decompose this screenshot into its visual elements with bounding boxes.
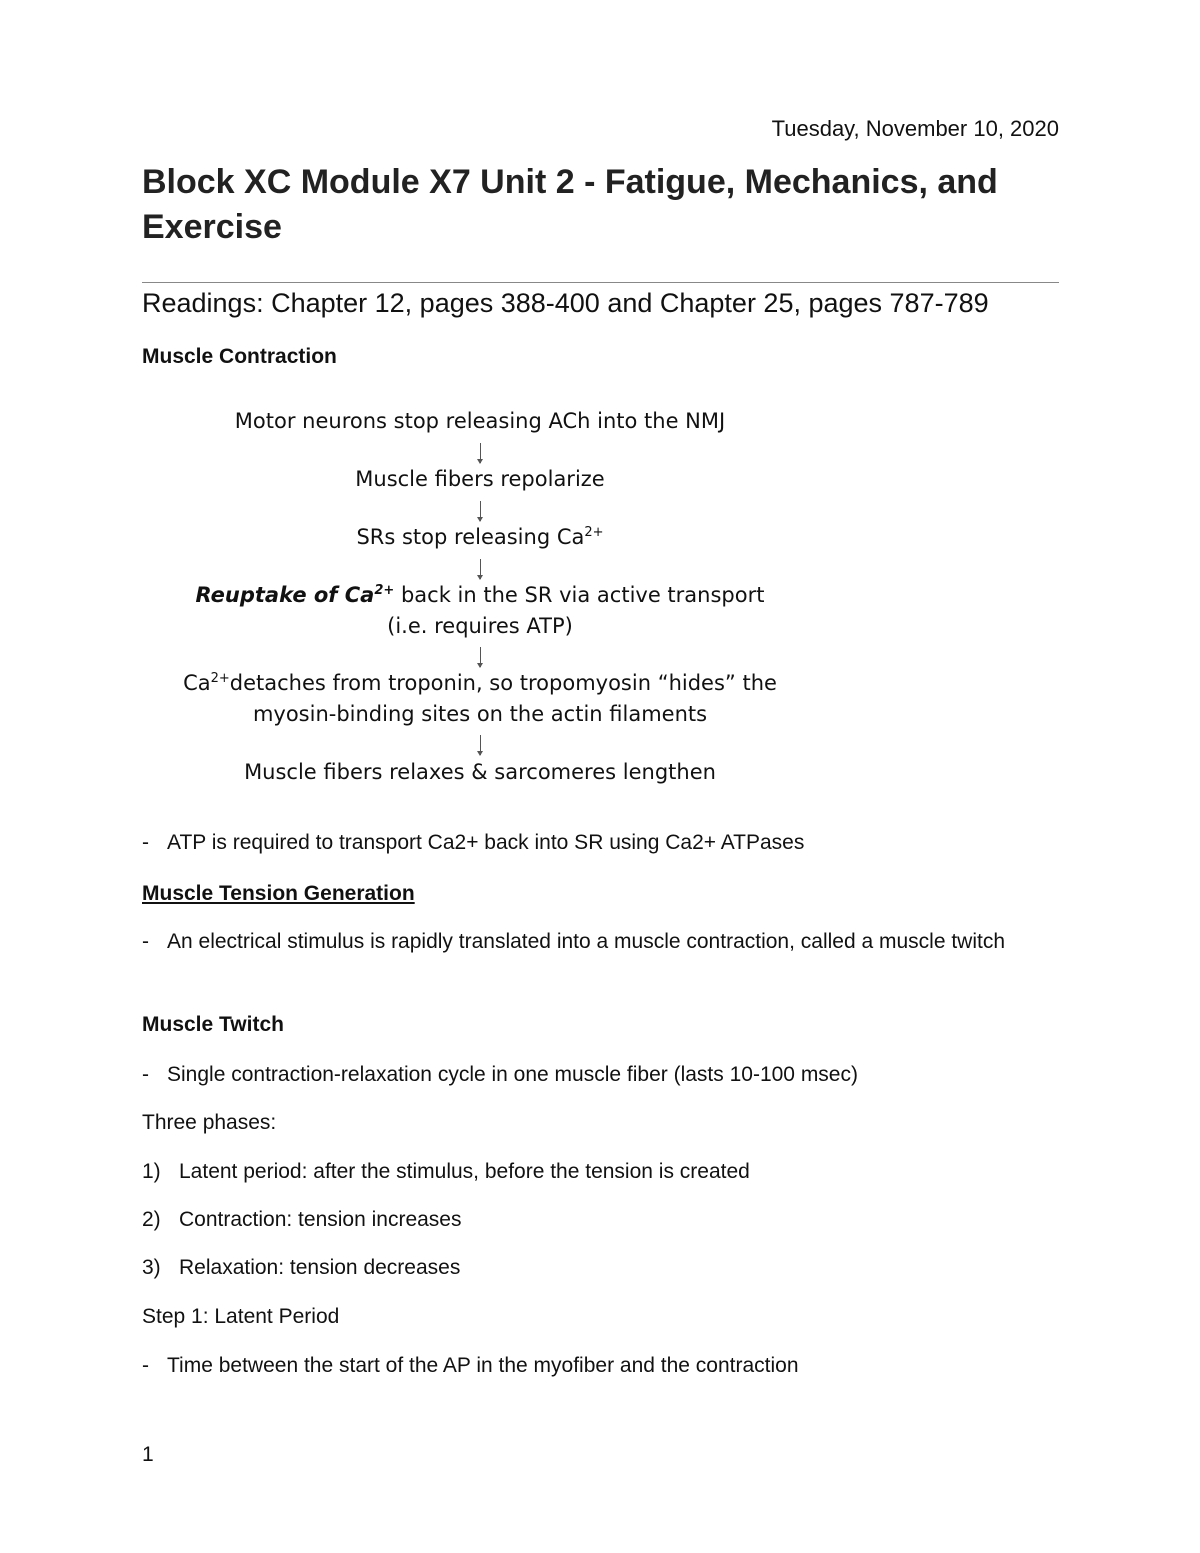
heading-muscle-twitch: Muscle Twitch [142, 1013, 284, 1036]
flow-step-4: Reuptake of $Ca^{2+}$ back in the SR via active transport [195, 583, 765, 607]
step-1-heading: Step 1: Latent Period [142, 1305, 340, 1328]
bullet-dash: - [142, 930, 149, 953]
flow-step-4-line-2: (i.e. requires ATP) [387, 614, 573, 638]
flow-step-1: Motor neurons stop releasing ACh into the NMJ [234, 409, 726, 433]
heading-muscle-contraction: Muscle Contraction [142, 345, 337, 368]
down-arrow-icon [480, 647, 481, 667]
bullet-twitch: - Single contraction-relaxation cycle in one muscle fiber (lasts 10-100 msec) [142, 1058, 1062, 1092]
down-arrow-icon [480, 559, 481, 579]
phase-item: 3) Relaxation: tension decreases [142, 1256, 461, 1279]
bullet-tension: - An electrical stimulus is rapidly translated into a muscle contraction, called a muscle twitch [142, 925, 1062, 959]
page-number: 1 [142, 1443, 154, 1466]
down-arrow-icon [480, 443, 481, 463]
bullet-dash: - [142, 1063, 149, 1086]
flow-step-2: Muscle fibers repolarize [355, 467, 605, 491]
phase-item: 2) Contraction: tension increases [142, 1208, 462, 1231]
down-arrow-icon [480, 501, 481, 521]
document-date: Tuesday, November 10, 2020 [771, 116, 1059, 141]
title-divider [142, 282, 1059, 283]
flow-step-5-line-2: myosin-binding sites on the actin filaments [252, 702, 708, 726]
flow-step-3: SRs stop releasing $Ca^{2+}$ [356, 525, 604, 549]
down-arrow-icon [480, 735, 481, 755]
bullet-latent: - Time between the start of the AP in the myofiber and the contraction [142, 1349, 1062, 1383]
heading-muscle-tension: Muscle Tension Generation [142, 882, 415, 905]
phase-item: 1) Latent period: after the stimulus, before the tension is created [142, 1160, 750, 1183]
page-title: Block XC Module X7 Unit 2 - Fatigue, Mechanics, and Exercise [142, 163, 998, 246]
bullet-atp: - ATP is required to transport Ca2+ back into SR using Ca2+ ATPases [142, 826, 1062, 860]
flow-step-6: Muscle fibers relaxes & sarcomeres lengthen [244, 760, 716, 784]
flow-step-5: $Ca^{2+}detaches$ from troponin, so tropomyosin “hides” the [183, 671, 777, 695]
bullet-dash: - [142, 831, 149, 854]
three-phases-label: Three phases: [142, 1111, 277, 1134]
readings-line: Readings: Chapter 12, pages 388-400 and Chapter 25, pages 787-789 [142, 288, 989, 318]
bullet-dash: - [142, 1354, 149, 1377]
